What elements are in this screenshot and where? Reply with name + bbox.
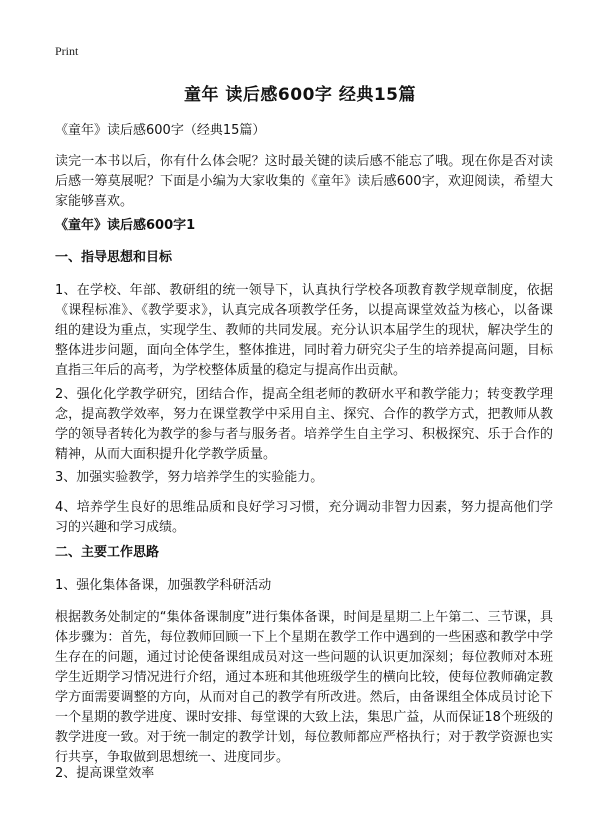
paragraph-3: 3、加强实验教学，努力培养学生的实验能力。 (55, 470, 324, 485)
document-subtitle: 《童年》读后感600字（经典15篇） (55, 123, 266, 138)
paragraph-2: 2、强化化学教学研究，团结合作，提高全组老师的教研水平和教学能力；转变教学理念，提高教学效率，努力在课堂教学中采用自主、探究、合作的教学方式，把教师从教学的领导者转化为教学的参与者与服务者。培养学生自主学习、积极探究、乐于合作的精神，从而大面积提升化学教学质量。 (55, 387, 553, 462)
heading-main-ideas: 二、主要工作思路 (55, 545, 160, 560)
paragraph-6: 根据教务处制定的“集体备课制度”进行集体备课，时间是星期二上午第二、三节课，具体步骤为：首先，每位教师回顾一下上个星期在教学工作中遇到的一些困惑和教学中学生存在的问题，通过讨论使备课组成员对这一些问题的认识更加深刻；每位教师对本班学生近期学习情况进行介绍，通过本班和其他班级学生的横向比较，使每位教师确定教学方面需要调整的方向，从而对自己的教学有所改进。然后，由备课组全体成员讨论下一个星期的教学进度、课时安排、每堂课的大致上法，集思广益，从而保证18个班级的教学进度一致。对于统一制定的教学计划，每位教师都应严格执行；对于教学资源也实行共享，争取做到思想统一、进度同步。 (55, 610, 553, 765)
paragraph-1: 1、在学校、年部、教研组的统一领导下，认真执行学校各项教育教学规章制度，依据《课程标准》、《教学要求》，认真完成各项教学任务，以提高课堂效益为核心，以备课组的建设为重点，实现学生、教师的共同发展。充分认识本届学生的现状，解决学生的整体进步问题，面向全体学生，整体推进，同时着力研究尖子生的培养提高问题，目标直指三年后的高考，为学校整体质量的稳定与提高作出贡献。 (55, 283, 553, 378)
paragraph-4: 4、培养学生良好的思维品质和良好学习习惯，充分调动非智力因素，努力提高他们学习的兴趣和学习成绩。 (55, 500, 553, 535)
heading-guiding-principles: 一、指导思想和目标 (55, 250, 173, 265)
intro-paragraph: 读完一本书以后，你有什么体会呢？这时最关键的读后感不能忘了哦。现在你是否对读后感一筹莫展呢？下面是小编为大家收集的《童年》读后感600字，欢迎阅读，希望大家能够喜欢。 (55, 154, 553, 209)
section-title: 《童年》读后感600字1 (55, 218, 196, 233)
page-title: 童年 读后感600字 经典15篇 (184, 85, 416, 105)
print-link[interactable]: Print (55, 44, 79, 58)
paragraph-5: 1、强化集体备课，加强教学科研活动 (55, 578, 272, 593)
paragraph-7: 2、提高课堂效率 (55, 766, 155, 781)
